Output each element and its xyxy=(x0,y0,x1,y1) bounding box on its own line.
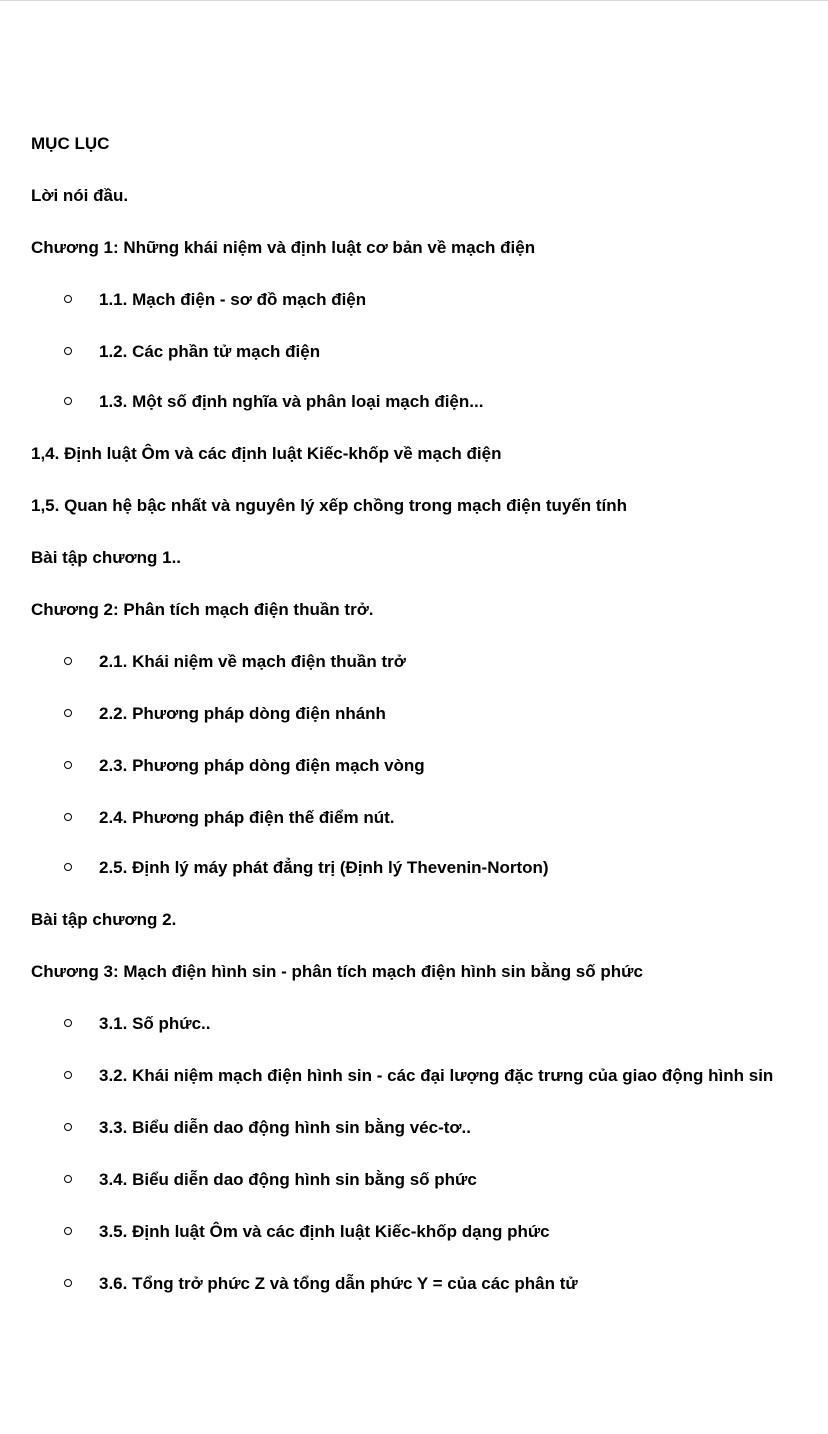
toc-entry-2-3 xyxy=(0,754,828,778)
circle-bullet-icon xyxy=(64,761,72,769)
circle-bullet-icon xyxy=(64,397,72,405)
toc-entry-2-4 xyxy=(0,806,828,830)
circle-bullet-icon xyxy=(64,657,72,665)
toc-entry-text: 1,5. Quan hệ bậc nhất và nguyên lý xếp chồng trong mạch điện tuyến tính xyxy=(31,496,628,515)
toc-entry-3-3 xyxy=(0,1116,828,1140)
toc-entry-text: 3.1. Số phức.. xyxy=(99,1014,211,1033)
toc-entry-text: 3.4. Biểu diễn dao động hình sin bằng số phức xyxy=(99,1170,477,1189)
toc-entry-text: 3.2. Khái niệm mạch điện hình sin - các đại lượng đặc trưng của giao động hình sin xyxy=(99,1066,774,1085)
toc-entry-exercises-1 xyxy=(0,546,828,570)
toc-entry-text: 2.5. Định lý máy phát đẳng trị (Định lý Thevenin-Norton) xyxy=(99,858,549,877)
circle-bullet-icon xyxy=(64,1175,72,1183)
toc-entry-text: Bài tập chương 1.. xyxy=(31,548,182,567)
toc-entry-3-1 xyxy=(0,1012,828,1036)
toc-entry-2-1 xyxy=(0,650,828,674)
toc-entry-chapter-2 xyxy=(0,598,828,622)
circle-bullet-icon xyxy=(64,1071,72,1079)
circle-bullet-icon xyxy=(64,295,72,303)
toc-entry-1-5 xyxy=(0,494,828,518)
toc-entry-1-1 xyxy=(0,288,828,312)
circle-bullet-icon xyxy=(64,1019,72,1027)
toc-entry-1-2 xyxy=(0,340,828,364)
circle-bullet-icon xyxy=(64,347,72,355)
toc-entry-text: 3.3. Biểu diễn dao động hình sin bằng véc-tơ.. xyxy=(99,1118,471,1137)
toc-entry-text: 2.1. Khái niệm về mạch điện thuần trở xyxy=(99,652,406,671)
toc-entry-text: 2.3. Phương pháp dòng điện mạch vòng xyxy=(99,756,425,775)
circle-bullet-icon xyxy=(64,1123,72,1131)
toc-entry-3-6 xyxy=(0,1272,828,1296)
toc-title xyxy=(0,132,828,156)
toc-entry-3-5 xyxy=(0,1220,828,1244)
circle-bullet-icon xyxy=(64,863,72,871)
toc-entry-text: Chương 2: Phân tích mạch điện thuần trở. xyxy=(31,600,374,619)
toc-entry-text: Chương 3: Mạch điện hình sin - phân tích mạch điện hình sin bằng số phức xyxy=(31,962,643,981)
toc-entry-preface xyxy=(0,184,828,208)
toc-entry-text: Chương 1: Những khái niệm và định luật cơ bản về mạch điện xyxy=(31,238,536,257)
circle-bullet-icon xyxy=(64,1227,72,1235)
toc-entry-2-2 xyxy=(0,702,828,726)
toc-entry-text: Lời nói đầu. xyxy=(31,186,129,205)
toc-entry-text: 1,4. Định luật Ôm và các định luật Kiếc-khốp về mạch điện xyxy=(31,444,502,463)
top-divider xyxy=(0,0,828,1)
toc-entry-text: Bài tập chương 2. xyxy=(31,910,177,929)
toc-entry-1-3 xyxy=(0,390,828,414)
toc-title-text: MỤC LỤC xyxy=(31,134,110,153)
toc-entry-chapter-1 xyxy=(0,236,828,260)
toc-entry-3-2 xyxy=(0,1064,828,1088)
toc-entry-3-4 xyxy=(0,1168,828,1192)
toc-entry-chapter-3 xyxy=(0,960,828,984)
toc-entry-text: 1.3. Một số định nghĩa và phân loại mạch điện... xyxy=(99,392,484,411)
toc-entry-2-5 xyxy=(0,856,828,880)
toc-entry-1-4 xyxy=(0,442,828,466)
toc-entry-exercises-2 xyxy=(0,908,828,932)
toc-entry-text: 1.1. Mạch điện - sơ đồ mạch điện xyxy=(99,290,367,309)
toc-entry-text: 2.2. Phương pháp dòng điện nhánh xyxy=(99,704,386,723)
toc-entry-text: 2.4. Phương pháp điện thế điểm nút. xyxy=(99,808,395,827)
circle-bullet-icon xyxy=(64,709,72,717)
circle-bullet-icon xyxy=(64,813,72,821)
toc-entry-text: 3.6. Tổng trở phức Z và tổng dẫn phức Y = của các phân tử xyxy=(99,1274,578,1293)
toc-entry-text: 3.5. Định luật Ôm và các định luật Kiếc-khốp dạng phức xyxy=(99,1222,550,1241)
toc-entry-text: 1.2. Các phần tử mạch điện xyxy=(99,342,321,361)
circle-bullet-icon xyxy=(64,1279,72,1287)
